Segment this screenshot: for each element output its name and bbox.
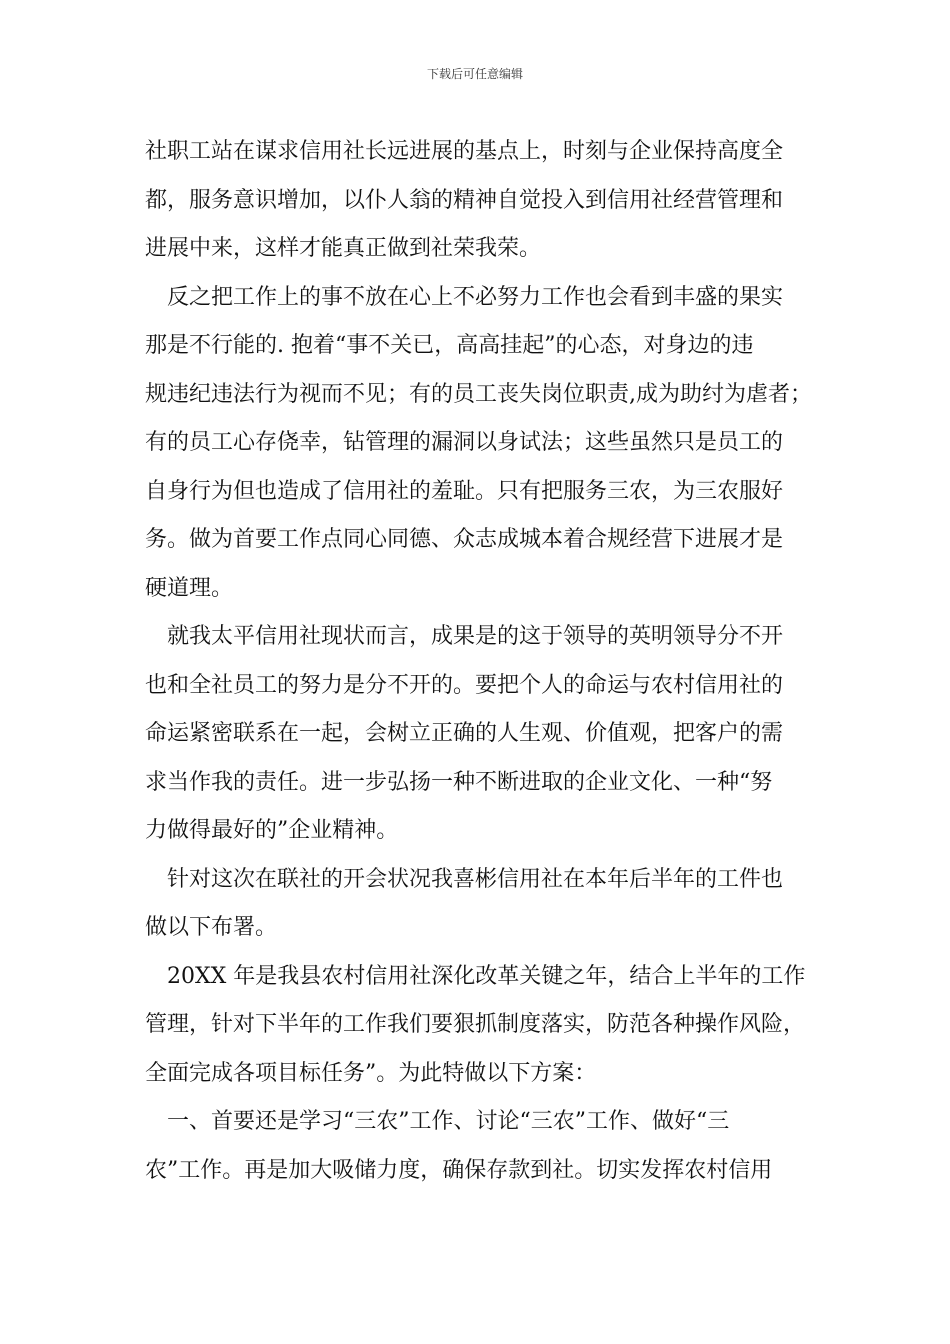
text-line: 也和全社员工的努力是分不开的。要把个人的命运与农村信用社的 [145,672,784,698]
text-line: 针对这次在联社的开会状况我喜彬信用社在本年后半年的工件也 [167,866,784,892]
text-line: 反之把工作上的事不放在心上不必努力工作也会看到丰盛的果实 [167,284,784,310]
text-line: 求当作我的责任。进一步弘扬一种不断进取的企业文化、一种“努 [145,769,773,795]
text-line: 硬道理。 [145,575,234,601]
text-line: 命运紧密联系在一起，会树立正确的人生观、价值观，把客户的需 [145,721,784,746]
page-header: 下载后可任意编辑 [426,67,523,81]
text-line: 20XX 年是我县农村信用社深化改革关键之年，结合上半年的工作 [167,963,806,989]
text-line: 务。做为首要工作点同心同德、众志成城本着合规经营下进展才是 [145,527,784,552]
text-line: 管理，针对下半年的工作我们要狠抓制度落实，防范各种操作风险， [145,1012,806,1037]
paragraph [145,274,810,614]
text-line: 农”工作。再是加大吸储力度，确保存款到社。切实发挥农村信用 [145,1157,773,1183]
text-line: 力做得最好的”企业精神。 [145,818,399,843]
paragraph [145,1098,810,1195]
text-line: 自身行为但也造成了信用社的羞耻。只有把服务三农，为三农服好 [145,478,784,504]
text-line: 做以下布署。 [145,915,278,940]
text-line: 那是不行能的. 抱着“事不关已，高高挂起”的心态，对身边的违 [145,333,754,358]
paragraph [145,613,810,856]
text-line: 有的员工心存侥幸，钻管理的漏洞以身试法；这些虽然只是员工的 [145,430,784,455]
text-line: 一、首要还是学习“三农”工作、讨论“三农”工作、做好“三 [167,1109,730,1134]
text-line: 进展中来，这样才能真正做到社荣我荣。 [145,236,542,261]
paragraph [145,856,810,953]
text-line: 就我太平信用社现状而言，成果是的这于领导的英明领导分不开 [167,624,784,649]
text-line: 社职工站在谋求信用社长远进展的基点上，时刻与企业保持高度全 [145,139,784,164]
text-line: 全面完成各项目标任务”。为此特做以下方案： [145,1060,597,1086]
document-body [145,128,810,1195]
text-line: 都，服务意识增加，以仆人翁的精神自觉投入到信用社经营管理和 [145,187,784,213]
paragraph [145,128,810,274]
text-line: 规违纪违法行为视而不见；有的员工丧失岗位职责,成为助纣为虐者； [145,381,812,407]
paragraph [145,953,810,1099]
